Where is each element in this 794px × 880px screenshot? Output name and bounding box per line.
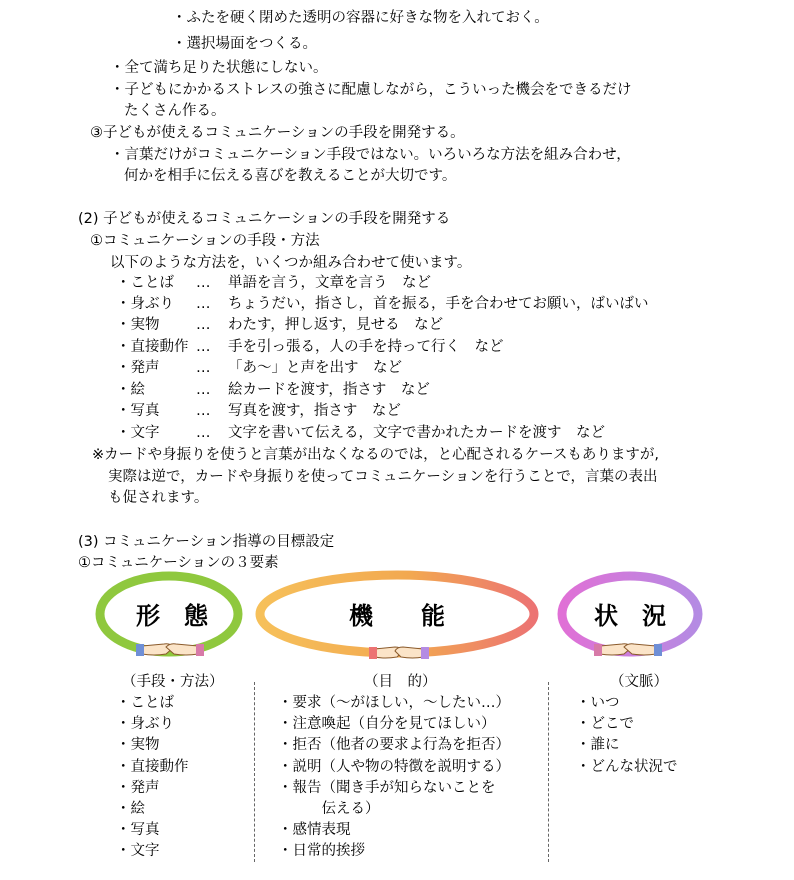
situation-list <box>576 693 678 778</box>
text-line: ・全て満ち足りた状態にしない。 <box>110 60 328 76</box>
note-line: も促されます。 <box>108 490 209 506</box>
list-item: ・日常的挨拶 <box>278 843 365 860</box>
method-separator: … <box>196 360 211 376</box>
method-name: ・文字 <box>116 425 160 441</box>
function-label: 機 能 <box>349 602 445 630</box>
list-item: ・説明（人や物の特徴を説明する） <box>278 758 510 775</box>
list-item: ・感情表現 <box>278 822 351 839</box>
text-line: ・子どもにかかるストレスの強さに配慮しながら，こういった機会をできるだけ <box>110 82 632 98</box>
subsection-heading: ①コミュニケーションの手段・方法 <box>90 233 320 249</box>
list-item: ・実物 <box>116 737 160 754</box>
method-name: ・実物 <box>116 317 160 333</box>
note-line: ※カードや身振りを使うと言葉が出なくなるのでは，と心配されるケースもありますが, <box>92 447 660 463</box>
method-name: ・絵 <box>116 382 145 398</box>
form-label: 形 態 <box>136 602 208 630</box>
list-item: ・発声 <box>116 779 160 796</box>
list-item: ・写真 <box>116 822 160 839</box>
method-separator: … <box>196 317 211 333</box>
method-desc: 単語を言う，文章を言う など <box>228 275 431 291</box>
function-list <box>278 693 510 863</box>
text-line: ・ふたを硬く閉めた透明の容器に好きな物を入れておく。 <box>172 10 549 26</box>
text-line: 何かを相手に伝える喜びを教えることが大切です。 <box>124 168 457 184</box>
list-item: ・注意喚起（自分を見てほしい） <box>278 716 496 733</box>
list-item: ・ことば <box>116 695 174 711</box>
method-name: ・ことば <box>116 275 174 291</box>
text-line: 以下のような方法を，いくつか組み合わせて使います。 <box>110 255 472 271</box>
function-col-header: （目 的） <box>364 674 437 690</box>
list-item: ・絵 <box>116 800 145 817</box>
list-item: ・文字 <box>116 843 160 860</box>
method-separator: … <box>196 403 211 419</box>
list-item: ・身ぶり <box>116 716 174 733</box>
list-item: ・どんな状況で <box>576 758 678 775</box>
text-line: ・選択場面をつくる。 <box>172 36 317 52</box>
list-item: ・拒否（他者の要求よ行為を拒否） <box>278 737 510 754</box>
list-item: ・いつ <box>576 695 620 711</box>
method-desc: 手を引っ張る，人の手を持って行く など <box>228 339 504 355</box>
note-line: 実際は逆で，カードや身振りを使ってコミュニケーションを行うことで，言葉の表出 <box>108 469 658 485</box>
method-separator: … <box>196 425 211 441</box>
list-item: ・どこで <box>576 716 634 733</box>
method-name: ・写真 <box>116 403 160 419</box>
method-desc: 絵カードを渡す，指さす など <box>228 382 430 398</box>
list-item: ・報告（聞き手が知らないことを <box>278 779 496 796</box>
method-name: ・直接動作 <box>116 339 189 355</box>
method-desc: ちょうだい，指さし，首を振る，手を合わせてお願い，ばいばい <box>228 296 649 312</box>
section-heading: (2) 子どもが使えるコミュニケーションの手段を開発する <box>78 211 451 227</box>
form-list <box>116 693 189 863</box>
section-heading: (3) コミュニケーション指導の目標設定 <box>78 534 335 550</box>
form-col-header: （手段・方法） <box>122 674 224 690</box>
method-desc: 写真を渡す，指さす など <box>228 403 401 419</box>
method-separator: … <box>196 296 211 312</box>
text-line: ・言葉だけがコミュニケーション手段ではない。いろいろな方法を組み合わせ， <box>110 147 631 163</box>
method-desc: わたす，押し返す，見せる など <box>228 317 444 333</box>
situation-col-header: （文脈） <box>610 674 668 690</box>
situation-label: 状 況 <box>594 602 666 630</box>
method-desc: 「あ～」と声を出す など <box>228 360 402 376</box>
list-item: ・誰に <box>576 737 620 754</box>
method-separator: … <box>196 275 211 291</box>
method-name: ・発声 <box>116 360 160 376</box>
method-desc: 文字を書いて伝える，文字で書かれたカードを渡す など <box>228 425 605 441</box>
list-item: ・直接動作 <box>116 758 189 775</box>
text-line: たくさん作る。 <box>124 103 226 119</box>
text-line: ③子どもが使えるコミュニケーションの手段を開発する。 <box>90 125 465 141</box>
method-separator: … <box>196 382 211 398</box>
column-divider <box>254 682 255 862</box>
subsection-heading: ①コミュニケーションの３要素 <box>78 555 279 571</box>
column-divider <box>548 682 549 862</box>
method-name: ・身ぶり <box>116 296 174 312</box>
list-item: ・要求（～がほしい，～したい…） <box>278 695 510 711</box>
list-item: 伝える） <box>278 800 380 817</box>
method-separator: … <box>196 339 211 355</box>
